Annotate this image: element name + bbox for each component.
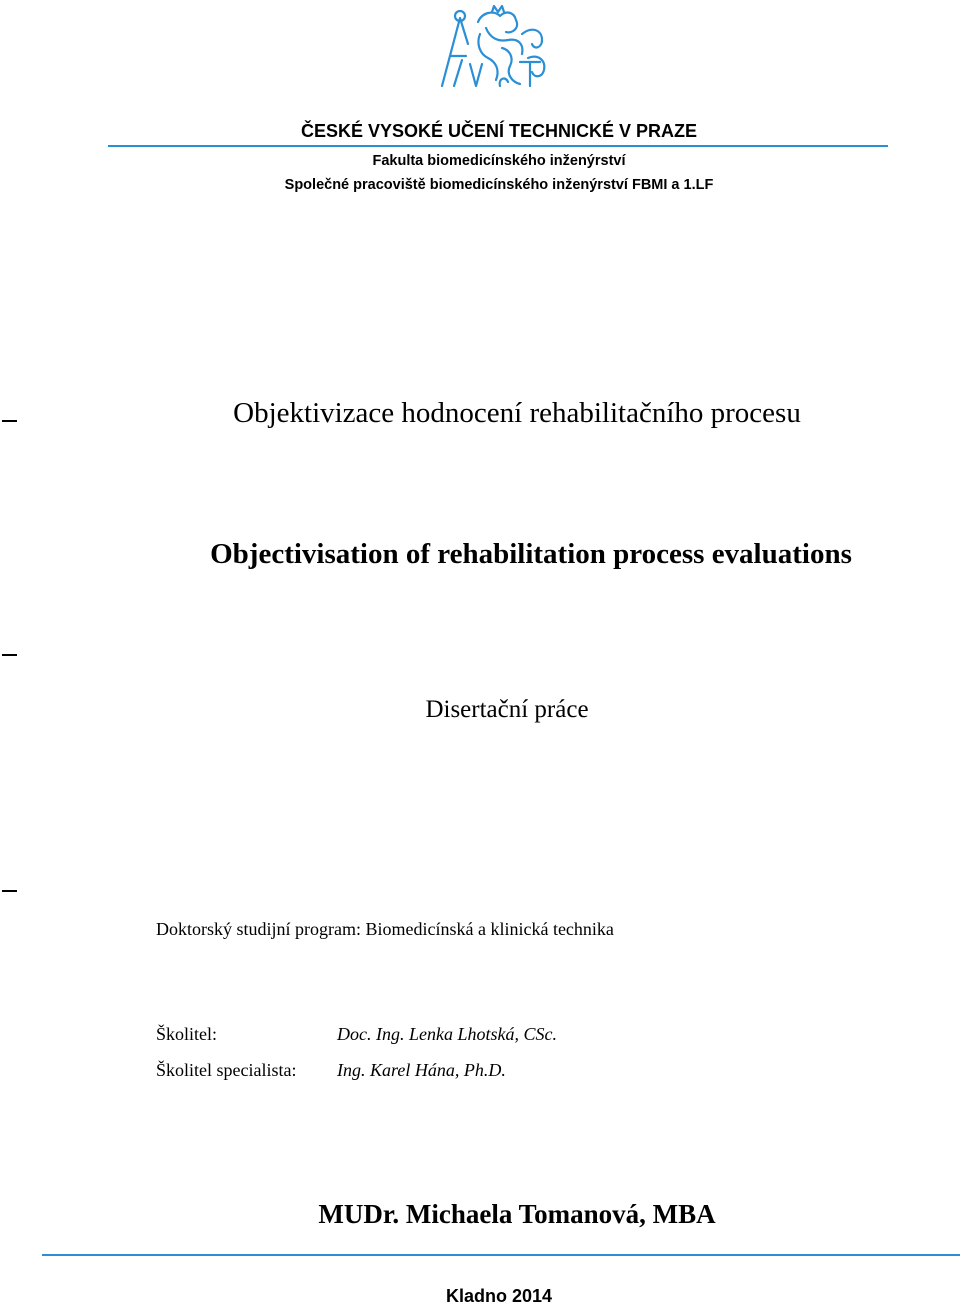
margin-mark bbox=[2, 890, 17, 892]
specialist-supervisor-label: Školitel specialista: bbox=[156, 1060, 297, 1080]
thesis-title-czech: Objektivizace hodnocení rehabilitačního procesu bbox=[233, 397, 801, 429]
author-name: MUDr. Michaela Tomanová, MBA bbox=[318, 1199, 716, 1229]
work-type: Disertační práce bbox=[425, 696, 589, 723]
specialist-supervisor-name: Ing. Karel Hána, Ph.D. bbox=[337, 1060, 506, 1080]
university-name: ČESKÉ VYSOKÉ UČENÍ TECHNICKÉ V PRAZE bbox=[300, 121, 698, 141]
supervisor-label: Školitel: bbox=[156, 1024, 218, 1044]
header-rule bbox=[108, 145, 888, 147]
footer-rule bbox=[42, 1254, 960, 1256]
place-and-year: Kladno 2014 bbox=[445, 1286, 553, 1306]
cvut-logo-icon bbox=[436, 4, 552, 90]
faculty-name: Fakulta biomedicínského inženýrství bbox=[372, 153, 626, 169]
supervisor-name: Doc. Ing. Lenka Lhotská, CSc. bbox=[337, 1024, 557, 1044]
margin-mark bbox=[2, 654, 17, 656]
thesis-title-english: Objectivisation of rehabilitation process evaluations bbox=[210, 538, 852, 570]
department-name: Společné pracoviště biomedicínského inženýrství FBMI a 1.LF bbox=[284, 177, 714, 193]
study-program: Doktorský studijní program: Biomedicínská a klinická technika bbox=[156, 919, 614, 939]
